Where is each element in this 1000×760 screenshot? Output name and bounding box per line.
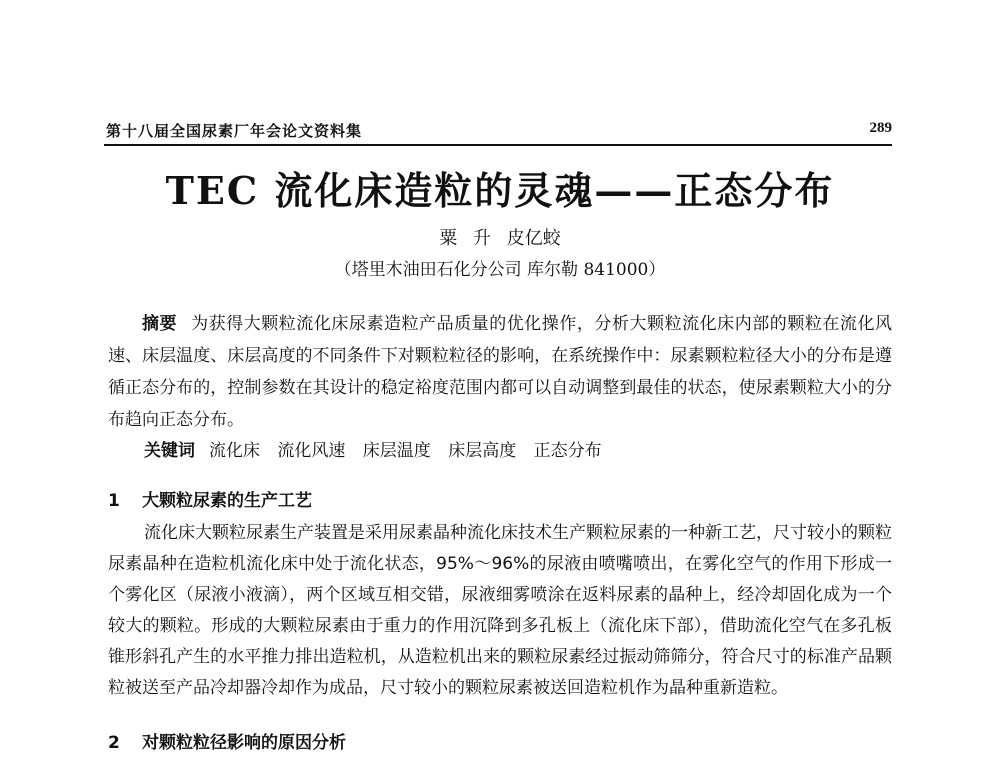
abstract-label: 摘要 — [142, 314, 178, 334]
section-title: 对颗粒粒径影响的原因分析 — [142, 733, 346, 753]
section-body-1: 流化床大颗粒尿素生产装置是采用尿素晶种流化床技术生产颗粒尿素的一种新工艺，尺寸较小的颗粒尿素晶种在造粒机流化床中处于流化状态，95%～96%的尿液由喷嘴喷出，在雾化空气的作用下形成一个雾化区（尿液小液滴），两个区域互相交错，尿液细雾喷涂在返料尿素的晶种上，经冷却固化成为一个较大的颗粒。形成的大颗粒尿素由于重力的作用沉降到多孔板上（流化床下部），借助流化空气在多孔板锥形斜孔产生的水平推力排出造粒机，从造粒机出来的颗粒尿素经过振动筛筛分，符合尺寸的标准产品颗粒被送至产品冷却器冷却作为成品，尺寸较小的颗粒尿素被送回造粒机作为晶种重新造粒。 — [108, 523, 892, 698]
paper-affiliation: （塔里木油田石化分公司 库尔勒 841000） — [334, 260, 666, 280]
keywords — [144, 436, 602, 461]
abstract — [108, 308, 892, 436]
section-title: 大颗粒尿素的生产工艺 — [142, 491, 312, 511]
section-number: 1 — [108, 491, 120, 511]
running-header — [104, 108, 892, 146]
section-number: 2 — [108, 733, 120, 753]
abstract-text: 为获得大颗粒流化床尿素造粒产品质量的优化操作，分析大颗粒流化床内部的颗粒在流化风速、床层温度、床层高度的不同条件下对颗粒粒径的影响，在系统操作中：尿素颗粒粒径大小的分布是遵循正态分布的，控制参数在其设计的稳定裕度范围内都可以自动调整到最佳的状态，使尿素颗粒大小的分布趋向正态分布。 — [108, 314, 893, 430]
paper-authors: 粟 升 皮亿蛟 — [439, 228, 561, 249]
section-heading-1 — [108, 486, 312, 511]
section-heading-2 — [108, 728, 346, 753]
keywords-label: 关键词 — [144, 441, 195, 461]
page-number: 289 — [869, 120, 892, 136]
keywords-text: 流化床 流化风速 床层温度 床层高度 正态分布 — [209, 441, 602, 461]
journal-name: 第十八届全国尿素厂年会论文资料集 — [106, 122, 363, 140]
paper-title: TEC 流化床造粒的灵魂——正态分布 — [165, 168, 835, 213]
